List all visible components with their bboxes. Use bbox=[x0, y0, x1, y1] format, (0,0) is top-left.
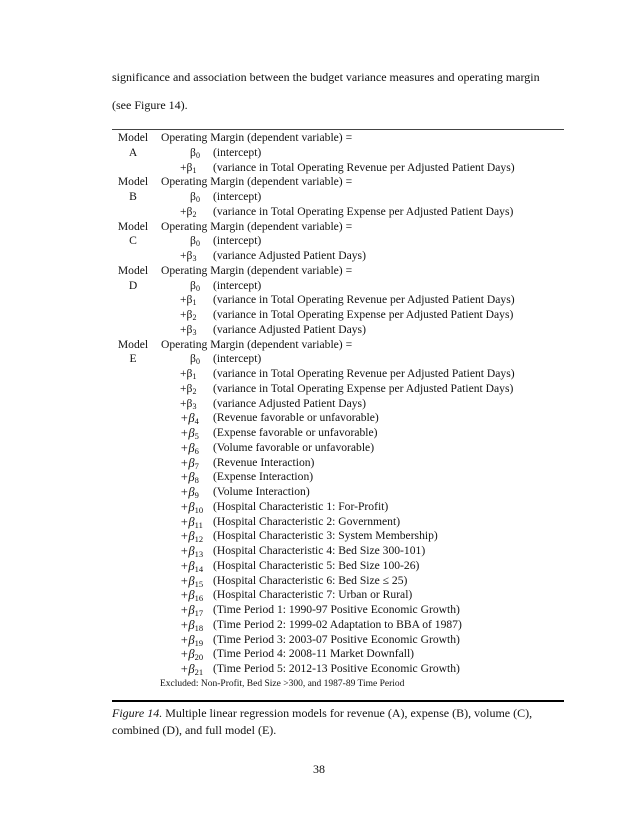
model-row bbox=[112, 397, 564, 412]
coefficient-subscript: 1 bbox=[192, 298, 197, 308]
coefficient-symbol bbox=[180, 618, 210, 634]
coefficient-symbol bbox=[180, 367, 210, 383]
model-row bbox=[112, 264, 564, 279]
coefficient-base: +β bbox=[180, 573, 195, 588]
coefficient-symbol bbox=[180, 323, 210, 339]
coefficient-base: +β bbox=[180, 308, 193, 321]
coefficient-symbol bbox=[180, 662, 210, 678]
coefficient-subscript: 15 bbox=[194, 578, 204, 589]
model-row bbox=[112, 234, 564, 249]
coefficient-subscript: 0 bbox=[195, 283, 200, 293]
model-row bbox=[112, 352, 564, 367]
coefficient-base: +β bbox=[180, 485, 195, 499]
term-description: (Expense favorable or unfavorable) bbox=[213, 426, 378, 439]
term-description: (Hospital Characteristic 2: Government) bbox=[213, 514, 401, 528]
coefficient-subscript: 2 bbox=[192, 209, 197, 219]
coefficient-subscript: 7 bbox=[194, 460, 199, 471]
coefficient-base: +β bbox=[180, 396, 193, 410]
coefficient-symbol bbox=[180, 161, 210, 177]
model-row bbox=[112, 633, 564, 648]
term-description: (Expense Interaction) bbox=[213, 470, 314, 484]
coefficient-base: +β bbox=[180, 426, 195, 440]
model-label-letter: E bbox=[129, 352, 137, 366]
figure-caption-text: Multiple linear regression models for revenue (A), expense (B), volume (C), combined (D), and full model (E). bbox=[112, 706, 533, 737]
coefficient-subscript: 0 bbox=[195, 150, 200, 160]
coefficient-base: +β bbox=[180, 499, 195, 514]
model-row bbox=[112, 338, 564, 353]
coefficient-base: β bbox=[190, 234, 196, 248]
model-row bbox=[112, 426, 564, 441]
coefficient-subscript: 8 bbox=[194, 475, 199, 486]
model-equation-header: Operating Margin (dependent variable) = bbox=[161, 263, 353, 277]
coefficient-symbol bbox=[180, 544, 210, 560]
coefficient-symbol bbox=[180, 411, 210, 427]
coefficient-subscript: 3 bbox=[192, 401, 197, 411]
coefficient-symbol bbox=[180, 456, 210, 472]
model-row bbox=[112, 146, 564, 161]
coefficient-base: +β bbox=[180, 558, 195, 573]
coefficient-subscript: 14 bbox=[194, 563, 204, 574]
coefficient-symbol bbox=[180, 574, 210, 590]
term-description: (Volume favorable or unfavorable) bbox=[213, 440, 375, 454]
model-row bbox=[112, 323, 564, 338]
model-row bbox=[112, 411, 564, 426]
model-row bbox=[112, 574, 564, 589]
model-equation-header: Operating Margin (dependent variable) = bbox=[161, 219, 353, 233]
coefficient-subscript: 11 bbox=[194, 519, 203, 530]
model-row bbox=[112, 382, 564, 397]
term-description: (Volume Interaction) bbox=[213, 485, 310, 498]
model-label-word: Model bbox=[117, 337, 149, 351]
coefficient-subscript: 19 bbox=[194, 637, 204, 648]
coefficient-subscript: 10 bbox=[194, 504, 204, 515]
model-label-letter: C bbox=[129, 234, 137, 248]
coefficient-base: +β bbox=[180, 204, 193, 218]
coefficient-symbol bbox=[180, 647, 210, 663]
term-description: (Hospital Characteristic 1: For-Profit) bbox=[213, 499, 389, 513]
model-label-letter: D bbox=[128, 278, 138, 292]
term-description: (Time Period 4: 2008-11 Market Downfall) bbox=[213, 647, 415, 661]
term-description: (intercept) bbox=[213, 234, 262, 248]
model-row bbox=[112, 500, 564, 515]
coefficient-base: +β bbox=[180, 160, 193, 174]
term-description: (Hospital Characteristic 7: Urban or Rural) bbox=[213, 588, 413, 602]
model-equation-header: Operating Margin (dependent variable) = bbox=[161, 175, 353, 189]
model-row bbox=[112, 456, 564, 471]
coefficient-base: β bbox=[190, 190, 196, 203]
model-equation-header: Operating Margin (dependent variable) = bbox=[161, 131, 353, 144]
coefficient-symbol bbox=[180, 515, 210, 531]
model-row bbox=[112, 485, 564, 500]
coefficient-symbol bbox=[180, 352, 210, 368]
model-equation-header: Operating Margin (dependent variable) = bbox=[161, 337, 353, 351]
model-label-letter: A bbox=[128, 145, 138, 159]
term-description: (Hospital Characteristic 5: Bed Size 100-26) bbox=[213, 558, 420, 572]
coefficient-subscript: 4 bbox=[194, 416, 199, 427]
coefficient-base: +β bbox=[180, 662, 195, 676]
table-bottom-rule bbox=[112, 700, 564, 702]
coefficient-base: +β bbox=[180, 514, 195, 529]
coefficient-symbol bbox=[180, 293, 210, 309]
coefficient-symbol bbox=[180, 559, 210, 575]
model-row bbox=[112, 647, 564, 662]
coefficient-base: +β bbox=[180, 588, 195, 603]
coefficient-subscript: 17 bbox=[194, 608, 204, 618]
body-text-line-1: significance and association between the budget variance measures and operating margin bbox=[112, 70, 540, 84]
coefficient-symbol bbox=[180, 588, 210, 604]
coefficient-subscript: 21 bbox=[194, 667, 204, 677]
regression-models-table bbox=[112, 131, 564, 677]
coefficient-base: β bbox=[190, 278, 196, 292]
term-description: (Time Period 2: 1999-02 Adaptation to BBA of 1987) bbox=[213, 617, 462, 631]
coefficient-base: +β bbox=[180, 367, 193, 380]
coefficient-symbol bbox=[180, 234, 210, 250]
model-row bbox=[112, 618, 564, 633]
coefficient-base: +β bbox=[180, 411, 195, 426]
coefficient-subscript: 3 bbox=[192, 254, 197, 263]
coefficient-symbol bbox=[180, 382, 210, 398]
coefficient-base: +β bbox=[180, 603, 195, 617]
coefficient-base: +β bbox=[180, 455, 195, 470]
term-description: (Revenue Interaction) bbox=[213, 455, 315, 469]
coefficient-subscript: 18 bbox=[194, 622, 204, 633]
coefficient-subscript: 12 bbox=[194, 534, 204, 545]
model-row bbox=[112, 161, 564, 176]
model-label-word: Model bbox=[117, 175, 149, 189]
coefficient-symbol bbox=[180, 633, 210, 649]
coefficient-base: +β bbox=[180, 322, 193, 336]
coefficient-subscript: 1 bbox=[192, 165, 197, 175]
model-row bbox=[112, 279, 564, 294]
model-label-word: Model bbox=[117, 131, 149, 144]
model-label-letter: B bbox=[129, 190, 137, 203]
coefficient-symbol bbox=[180, 146, 210, 162]
coefficient-subscript: 1 bbox=[192, 372, 197, 381]
term-description: (variance in Total Operating Expense per Adjusted Patient Days) bbox=[213, 204, 514, 218]
coefficient-subscript: 0 bbox=[195, 195, 200, 204]
coefficient-base: β bbox=[190, 352, 196, 366]
model-row bbox=[112, 293, 564, 308]
model-row bbox=[112, 441, 564, 456]
model-row bbox=[112, 205, 564, 220]
coefficient-subscript: 16 bbox=[194, 593, 204, 604]
coefficient-base: +β bbox=[180, 529, 195, 544]
term-description: (variance Adjusted Patient Days) bbox=[213, 396, 366, 410]
coefficient-subscript: 20 bbox=[194, 652, 204, 663]
term-description: (intercept) bbox=[213, 190, 262, 203]
model-row bbox=[112, 131, 564, 146]
coefficient-symbol bbox=[180, 441, 210, 457]
term-description: (variance Adjusted Patient Days) bbox=[213, 322, 366, 336]
coefficient-base: +β bbox=[180, 617, 195, 632]
coefficient-symbol bbox=[180, 470, 210, 486]
coefficient-subscript: 6 bbox=[194, 445, 199, 456]
model-row bbox=[112, 529, 564, 544]
term-description: (intercept) bbox=[213, 352, 262, 366]
coefficient-symbol bbox=[180, 485, 210, 501]
coefficient-base: β bbox=[190, 145, 196, 159]
coefficient-subscript: 2 bbox=[192, 386, 197, 396]
figure-caption bbox=[112, 705, 564, 739]
model-label-word: Model bbox=[117, 263, 149, 277]
term-description: (variance in Total Operating Expense per Adjusted Patient Days) bbox=[213, 381, 514, 395]
term-description: (Time Period 5: 2012-13 Positive Economic Growth) bbox=[213, 662, 460, 675]
coefficient-base: +β bbox=[180, 249, 193, 262]
coefficient-symbol bbox=[180, 500, 210, 516]
term-description: (Revenue favorable or unfavorable) bbox=[213, 411, 379, 425]
term-description: (variance in Total Operating Revenue per Adjusted Patient Days) bbox=[213, 293, 515, 307]
model-row bbox=[112, 249, 564, 264]
term-description: (Time Period 3: 2003-07 Positive Economic Growth) bbox=[213, 632, 460, 646]
coefficient-subscript: 9 bbox=[194, 490, 199, 500]
model-row bbox=[112, 603, 564, 618]
coefficient-subscript: 2 bbox=[192, 313, 197, 322]
excluded-note: Excluded: Non-Profit, Bed Size >300, and 1987-89 Time Period bbox=[160, 679, 405, 689]
model-row bbox=[112, 175, 564, 190]
coefficient-base: +β bbox=[180, 647, 195, 662]
coefficient-subscript: 0 bbox=[195, 357, 200, 367]
table-top-rule bbox=[112, 129, 564, 130]
coefficient-symbol bbox=[180, 190, 210, 206]
coefficient-base: +β bbox=[180, 440, 195, 455]
coefficient-symbol bbox=[180, 308, 210, 324]
model-row bbox=[112, 470, 564, 485]
coefficient-symbol bbox=[180, 603, 210, 619]
page-number: 38 bbox=[313, 762, 325, 776]
figure-caption-label: Figure 14. bbox=[112, 706, 163, 720]
model-row bbox=[112, 544, 564, 559]
term-description: (Hospital Characteristic 4: Bed Size 300-101) bbox=[213, 544, 426, 557]
term-description: (variance in Total Operating Expense per Adjusted Patient Days) bbox=[213, 308, 514, 321]
model-row bbox=[112, 515, 564, 530]
coefficient-symbol bbox=[180, 397, 210, 413]
model-row bbox=[112, 220, 564, 235]
coefficient-symbol bbox=[180, 279, 210, 295]
coefficient-symbol bbox=[180, 205, 210, 221]
term-description: (variance in Total Operating Revenue per Adjusted Patient Days) bbox=[213, 367, 515, 380]
coefficient-base: +β bbox=[180, 632, 195, 647]
model-row bbox=[112, 367, 564, 382]
coefficient-subscript: 13 bbox=[194, 549, 204, 559]
term-description: (Hospital Characteristic 3: System Membership) bbox=[213, 529, 438, 543]
coefficient-base: +β bbox=[180, 544, 195, 558]
coefficient-base: +β bbox=[180, 293, 193, 307]
model-row bbox=[112, 559, 564, 574]
term-description: (variance in Total Operating Revenue per Adjusted Patient Days) bbox=[213, 160, 515, 174]
coefficient-subscript: 0 bbox=[195, 239, 200, 249]
body-text-line-2: (see Figure 14). bbox=[112, 98, 188, 112]
term-description: (intercept) bbox=[213, 278, 262, 292]
model-row bbox=[112, 308, 564, 323]
model-row bbox=[112, 190, 564, 205]
term-description: (Time Period 1: 1990-97 Positive Economic Growth) bbox=[213, 603, 460, 616]
coefficient-symbol bbox=[180, 426, 210, 442]
coefficient-symbol bbox=[180, 249, 210, 265]
coefficient-base: +β bbox=[180, 381, 193, 395]
term-description: (intercept) bbox=[213, 145, 262, 159]
model-row bbox=[112, 662, 564, 677]
coefficient-base: +β bbox=[180, 470, 195, 485]
term-description: (Hospital Characteristic 6: Bed Size ≤ 25) bbox=[213, 573, 408, 587]
term-description: (variance Adjusted Patient Days) bbox=[213, 249, 366, 262]
coefficient-subscript: 5 bbox=[194, 431, 199, 441]
coefficient-symbol bbox=[180, 529, 210, 545]
coefficient-subscript: 3 bbox=[192, 327, 197, 337]
model-label-word: Model bbox=[117, 219, 149, 233]
model-row bbox=[112, 588, 564, 603]
